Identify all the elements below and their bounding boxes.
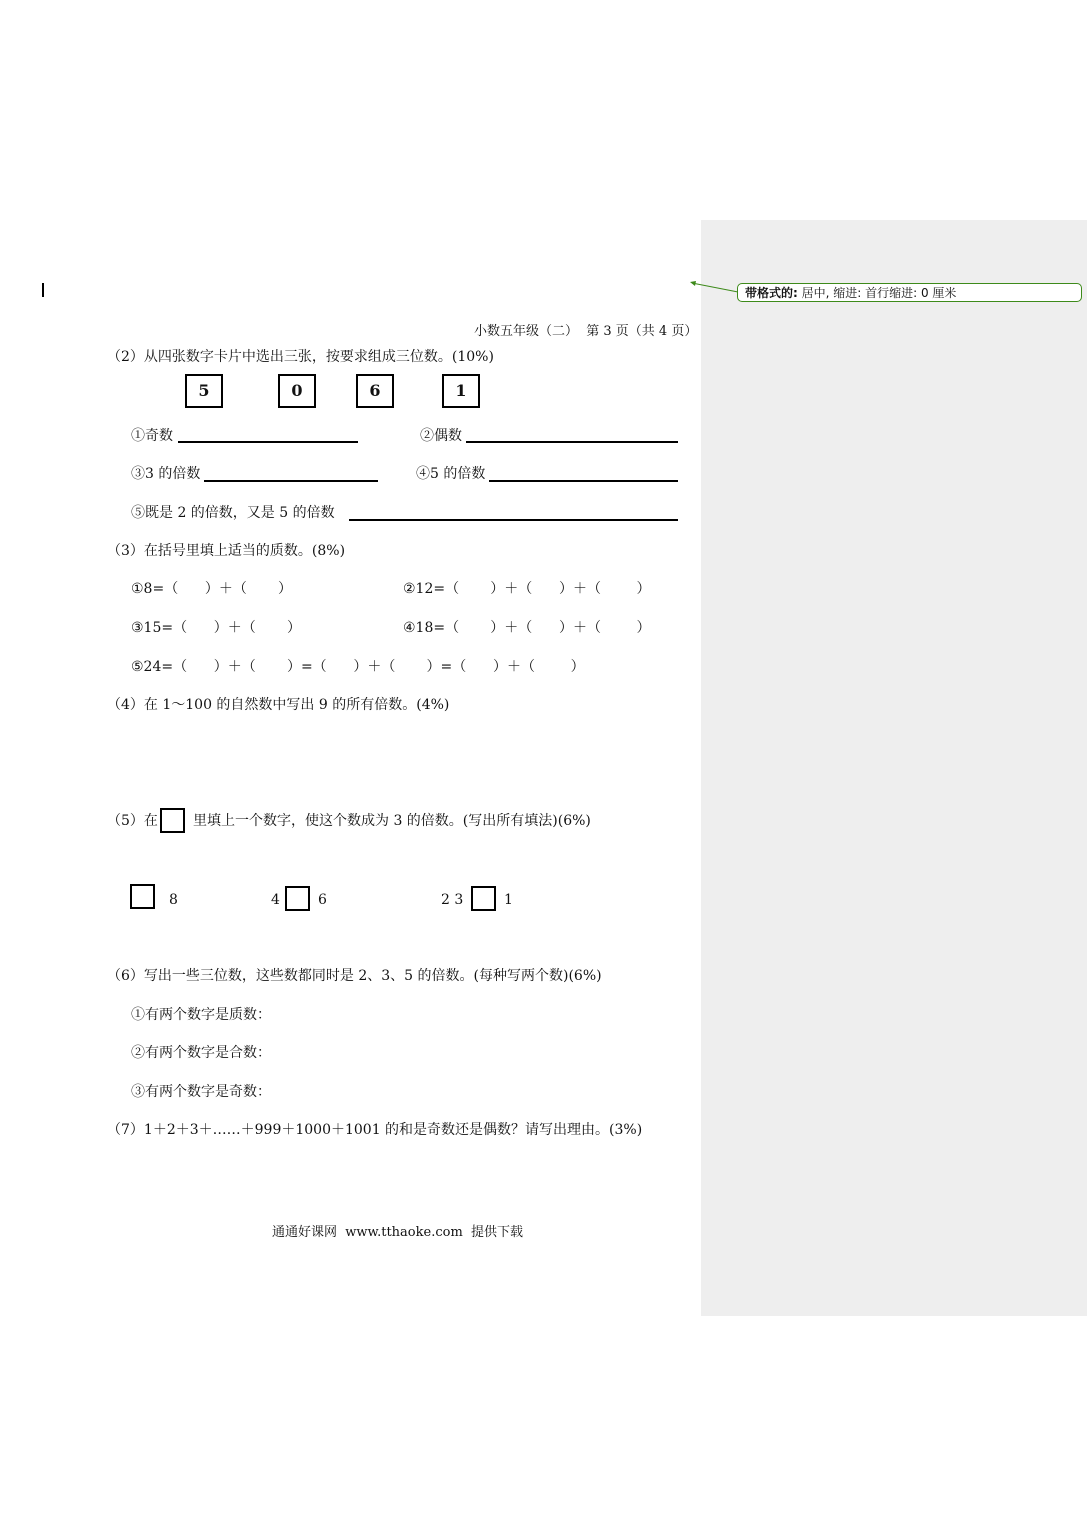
q5-box-c[interactable]	[471, 886, 496, 911]
q6-item-3: ③有两个数字是奇数：	[131, 1084, 271, 1100]
text-cursor	[42, 283, 44, 297]
q2-mult3-answer-line[interactable]	[204, 480, 378, 482]
comment-margin-panel	[701, 220, 1087, 1316]
number-card-6: 6	[356, 374, 394, 408]
q3-title: （3）在括号里填上适当的质数。(8%)	[107, 543, 346, 559]
q5-prefix: （5）在	[107, 813, 158, 829]
q2-both-label: ⑤既是 2 的倍数，又是 5 的倍数	[131, 505, 335, 521]
q3-row1-right: ②12=（ ）＋（ ）＋（ ）	[403, 581, 651, 597]
q2-mult5-label: ④5 的倍数	[416, 466, 486, 482]
q2-even-answer-line[interactable]	[466, 441, 678, 443]
comment-text: 居中, 缩进: 首行缩进: 0 厘米	[797, 286, 957, 300]
q3-row1-left: ①8=（ ）＋（ ）	[131, 581, 293, 597]
comment-connector	[686, 278, 742, 298]
q5-example-box	[160, 808, 185, 833]
q5-b-left-digit: 4	[271, 892, 280, 908]
q5-suffix: 里填上一个数字，使这个数成为 3 的倍数。(写出所有填法)(6%)	[193, 813, 591, 829]
format-comment-balloon[interactable]	[737, 283, 1082, 302]
number-card-5: 5	[185, 374, 223, 408]
q5-a-right-digit: 8	[169, 892, 178, 908]
q2-both-answer-line[interactable]	[349, 519, 678, 521]
q6-title: （6）写出一些三位数，这些数都同时是 2、3、5 的倍数。(每种写两个数)(6%)	[107, 968, 602, 984]
q6-item-1: ①有两个数字是质数：	[131, 1007, 271, 1023]
q3-row2-left: ③15=（ ）＋（ ）	[131, 620, 301, 636]
q6-item-2: ②有两个数字是合数：	[131, 1045, 271, 1061]
q2-title: （2）从四张数字卡片中选出三张，按要求组成三位数。(10%)	[107, 349, 494, 365]
q5-c-right-digit: 1	[504, 892, 513, 908]
q7-title: （7）1＋2＋3＋……＋999＋1000＋1001 的和是奇数还是偶数？请写出理由。(3%)	[107, 1122, 643, 1138]
number-card-0: 0	[278, 374, 316, 408]
q2-odd-answer-line[interactable]	[178, 441, 358, 443]
q5-c-left-digits: 2 3	[441, 892, 464, 908]
q5-box-b[interactable]	[285, 886, 310, 911]
comment-label: 带格式的:	[745, 286, 798, 300]
q2-odd-label: ①奇数	[131, 428, 173, 444]
q5-b-right-digit: 6	[318, 892, 327, 908]
page-header: 小数五年级（二） 第 3 页（共 4 页）	[474, 324, 698, 339]
q4-title: （4）在 1～100 的自然数中写出 9 的所有倍数。(4%)	[107, 697, 450, 713]
number-card-1: 1	[442, 374, 480, 408]
q2-mult5-answer-line[interactable]	[489, 480, 678, 482]
q3-row3: ⑤24=（ ）＋（ ）=（ ）＋（ ）=（ ）＋（ ）	[131, 659, 585, 675]
q2-mult3-label: ③3 的倍数	[131, 466, 201, 482]
page-footer: 通通好课网 www.tthaoke.com 提供下载	[272, 1225, 524, 1240]
q5-box-a[interactable]	[130, 884, 155, 909]
q3-row2-right: ④18=（ ）＋（ ）＋（ ）	[403, 620, 651, 636]
q2-even-label: ②偶数	[420, 428, 462, 444]
